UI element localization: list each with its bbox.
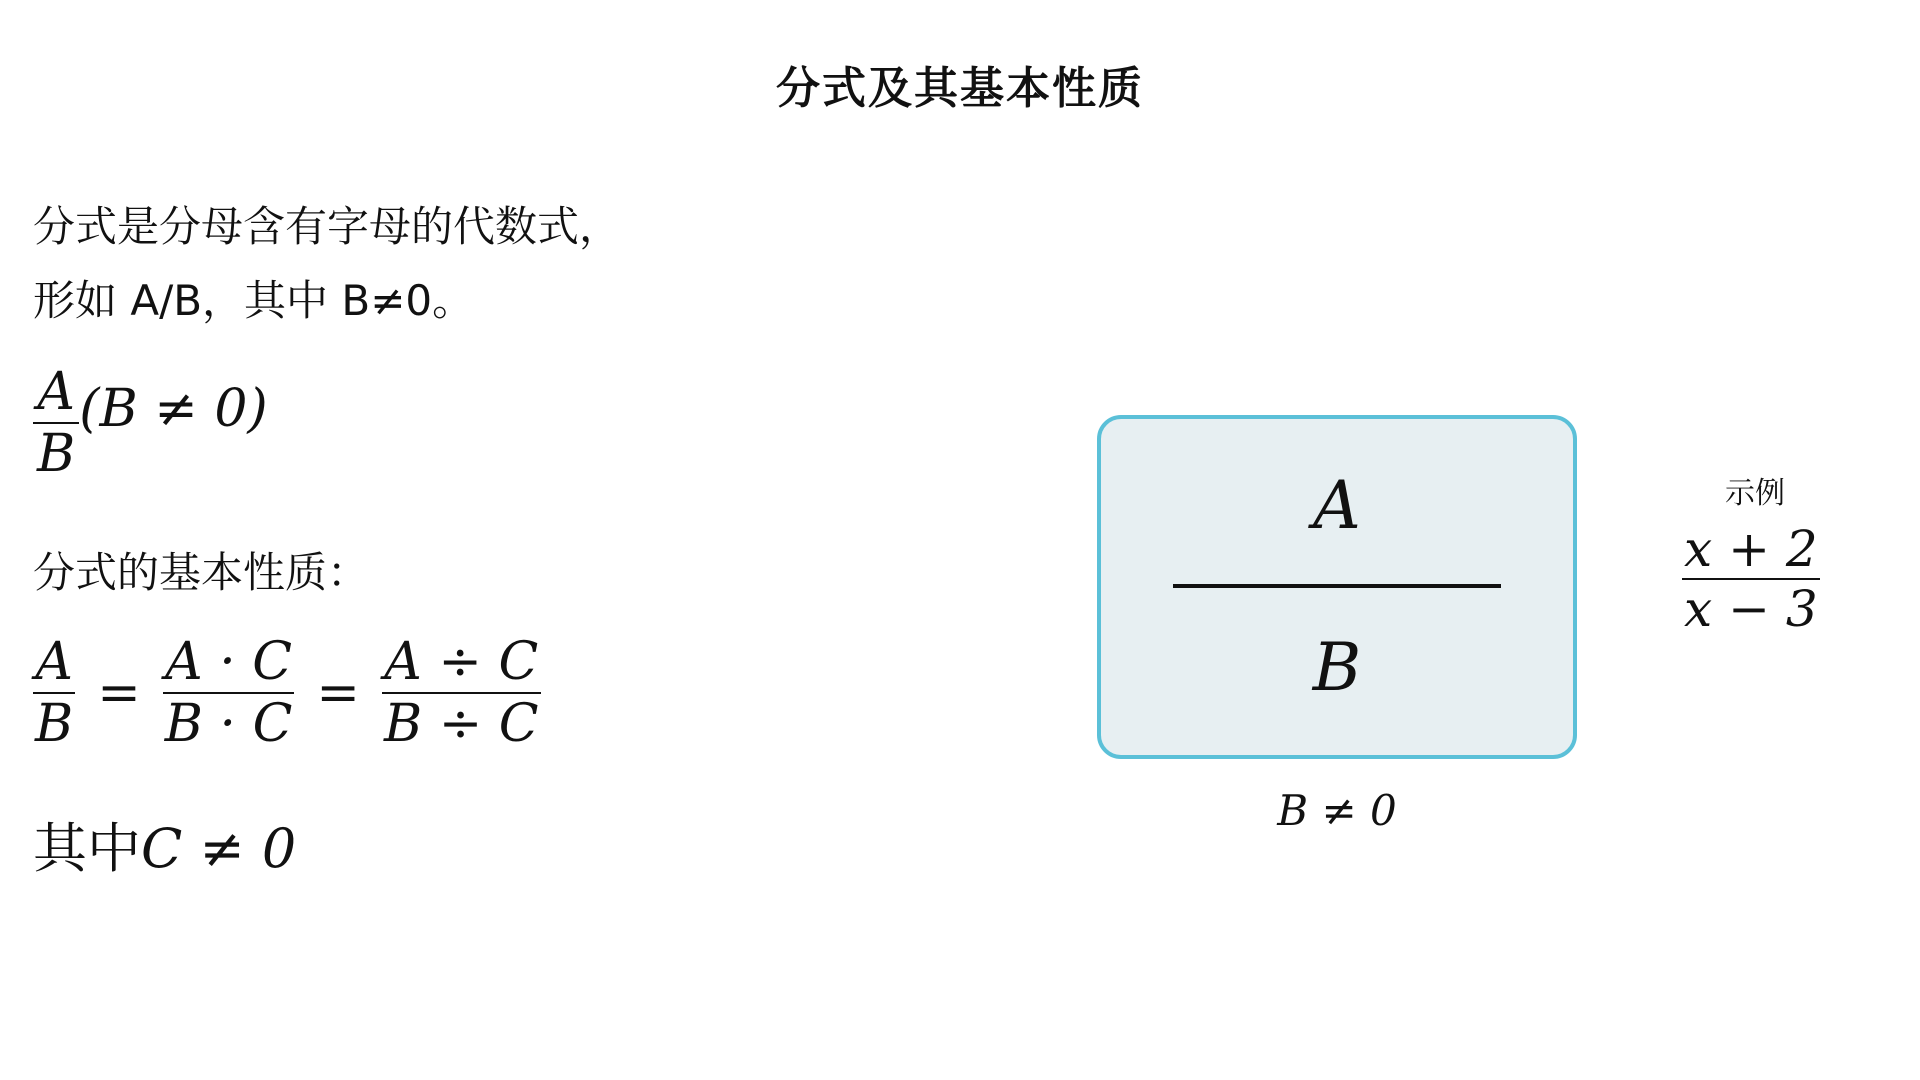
diagram-condition: B ≠ 0 [1277,786,1397,835]
example-denominator: x − 3 [1684,580,1818,638]
example-label: 示例 [1725,476,1785,511]
property-fraction-divide [382,632,541,754]
definition-denominator: B [37,424,76,484]
example-fraction [1682,520,1820,638]
equals-sign: = [316,663,360,723]
property-fraction-original [33,632,75,754]
fraction-denominator: B [35,694,74,754]
property-fraction-multiply [163,632,295,754]
property-label: 分式的基本性质： [33,548,370,597]
property-note [33,806,296,883]
equals-sign: = [97,663,141,723]
intro-text [33,190,621,338]
definition-condition: (B ≠ 0) [79,379,268,439]
property-formula [33,632,541,754]
intro-line-2: 形如 A/B，其中 B≠0。 [33,276,475,325]
fraction-numerator: A ÷ C [384,632,539,692]
example-formula [1682,520,1820,638]
definition-numerator: A [37,362,75,422]
fraction-numerator: A · C [165,632,293,692]
diagram-numerator: A [1313,467,1361,544]
note-condition: C ≠ 0 [141,817,297,880]
note-prefix: 其中 [33,817,141,880]
intro-line-1: 分式是分母含有字母的代数式， [33,202,622,251]
definition-fraction [33,362,79,484]
fraction-denominator: B · C [164,694,293,754]
fraction-denominator: B ÷ C [383,694,539,754]
diagram-fraction-bar [1173,584,1501,588]
diagram-denominator: B [1312,629,1362,706]
definition-formula [33,362,268,484]
fraction-diagram-box [1097,415,1577,759]
page-title: 分式及其基本性质 [776,63,1144,114]
example-numerator: x + 2 [1684,520,1818,578]
fraction-numerator: A [35,632,73,692]
